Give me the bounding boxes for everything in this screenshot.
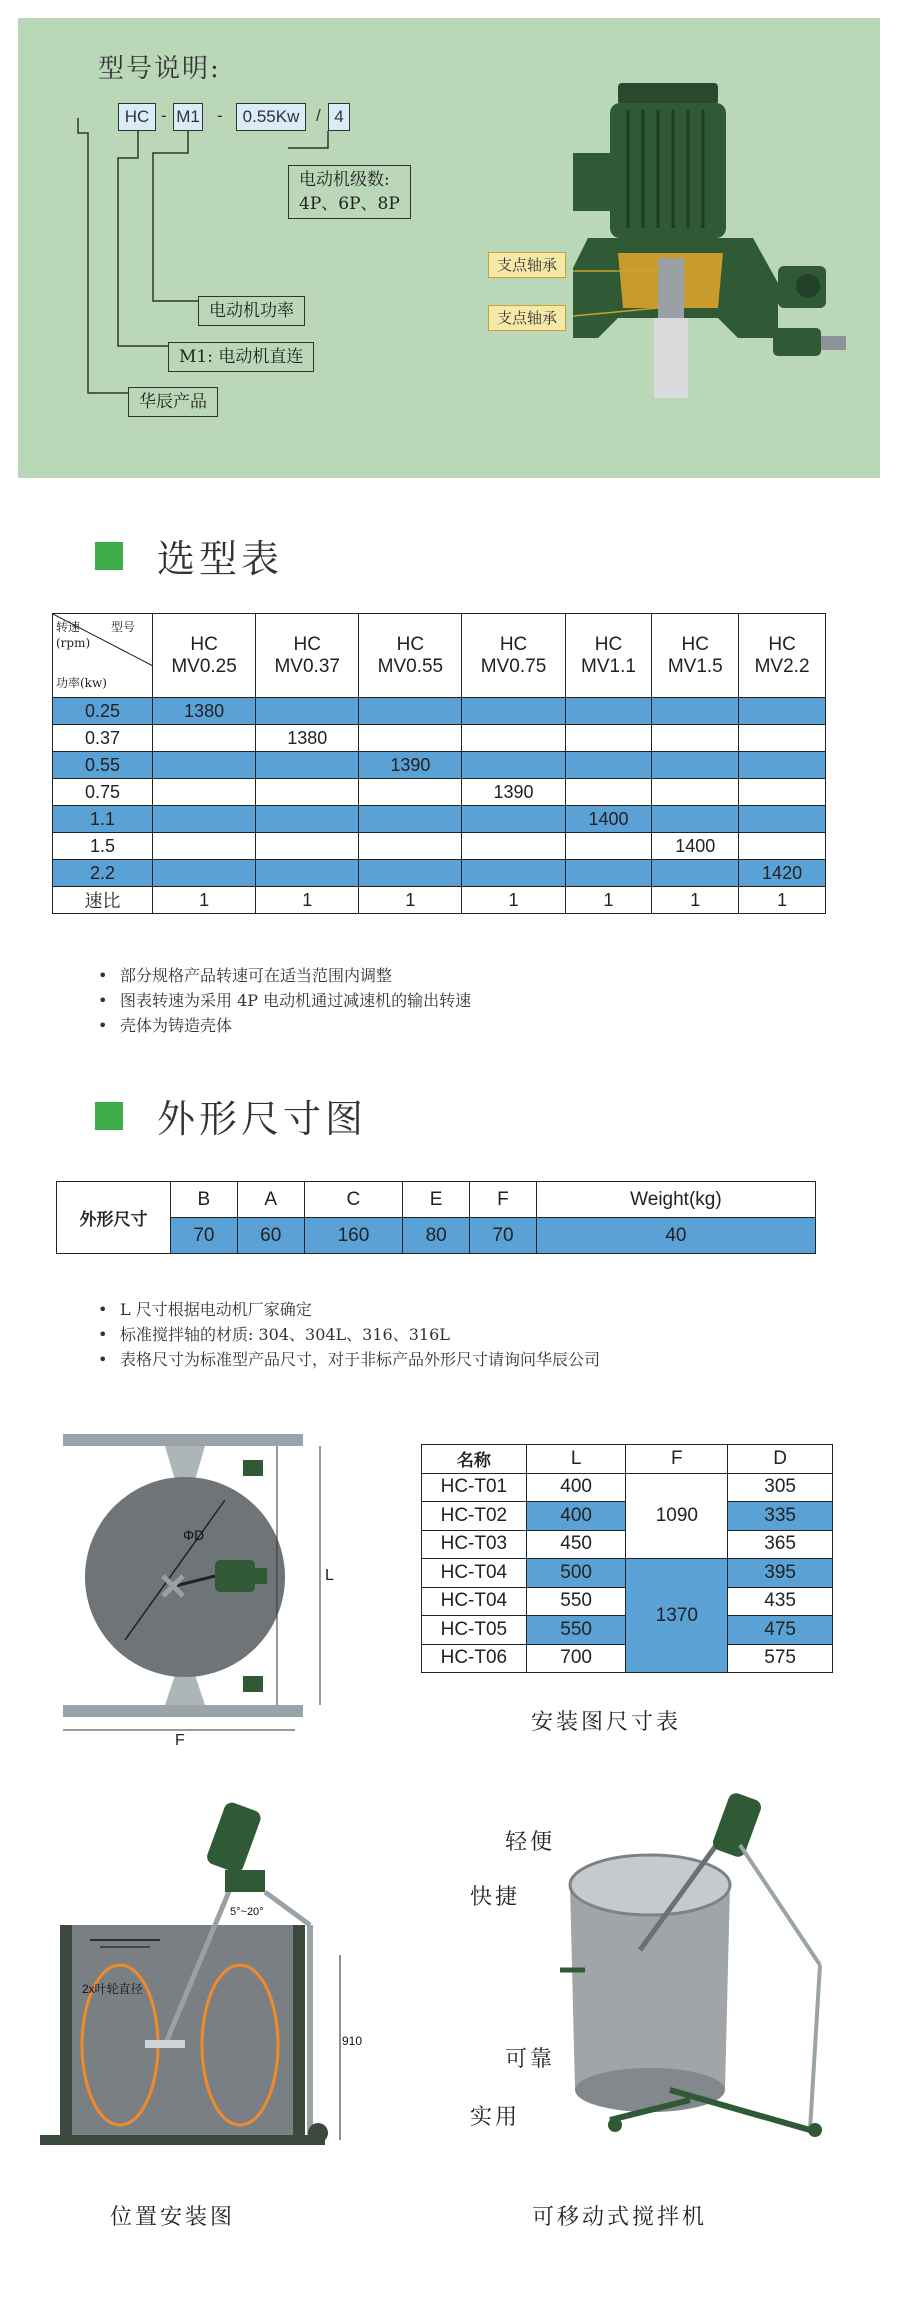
speed-cell bbox=[359, 698, 462, 725]
dimension-notes bbox=[98, 1297, 600, 1372]
column-header: D bbox=[728, 1445, 833, 1474]
model-code: MV0.37 bbox=[274, 655, 340, 677]
dimensions-heading-text: 外形尺寸图 bbox=[157, 1097, 368, 1141]
installation-table-caption: 安装图尺寸表 bbox=[531, 1710, 682, 1735]
dimension-value: 40 bbox=[536, 1218, 815, 1254]
model-column-header bbox=[739, 614, 826, 698]
l-cell: 500 bbox=[526, 1559, 626, 1588]
speed-cell bbox=[256, 833, 359, 860]
d-cell: 305 bbox=[728, 1473, 833, 1502]
dimension-header: F bbox=[470, 1182, 537, 1218]
power-cell: 1.5 bbox=[53, 833, 153, 860]
l-cell: 400 bbox=[526, 1473, 626, 1502]
column-header: 名称 bbox=[422, 1445, 527, 1474]
feature-fast: 快捷 bbox=[470, 1885, 521, 1910]
speed-cell bbox=[565, 752, 652, 779]
dimension-header: B bbox=[171, 1182, 238, 1218]
speed-cell bbox=[739, 779, 826, 806]
selection-table bbox=[52, 613, 826, 914]
model-column-header bbox=[565, 614, 652, 698]
ratio-cell: 1 bbox=[739, 887, 826, 914]
agitator-motor-illustration bbox=[573, 83, 846, 398]
f-cell: 1090 bbox=[626, 1473, 728, 1559]
feature-reliable: 可靠 bbox=[505, 2047, 556, 2072]
selection-heading-text: 选型表 bbox=[157, 537, 284, 581]
brand-label: 华辰产品 bbox=[128, 387, 218, 417]
dimension-value: 60 bbox=[237, 1218, 304, 1254]
power-cell: 0.75 bbox=[53, 779, 153, 806]
dimension-header: C bbox=[304, 1182, 403, 1218]
model-prefix: HC bbox=[499, 633, 528, 655]
l-cell: 550 bbox=[526, 1587, 626, 1616]
d-cell: 575 bbox=[728, 1644, 833, 1673]
table-row bbox=[53, 806, 826, 833]
speed-cell bbox=[652, 752, 739, 779]
speed-cell bbox=[256, 752, 359, 779]
l-dimension-label: L bbox=[325, 1567, 334, 1584]
note-item: • L 尺寸根据电动机厂家确定 bbox=[98, 1297, 600, 1322]
name-cell: HC-T06 bbox=[422, 1644, 527, 1673]
ratio-cell: 1 bbox=[153, 887, 256, 914]
selection-notes bbox=[98, 963, 471, 1038]
d-cell: 335 bbox=[728, 1502, 833, 1531]
dimension-value: 160 bbox=[304, 1218, 403, 1254]
speed-cell bbox=[462, 806, 565, 833]
mobile-caption: 可移动式搅拌机 bbox=[532, 2205, 708, 2230]
dimension-header: E bbox=[403, 1182, 470, 1218]
speed-cell bbox=[153, 806, 256, 833]
speed-cell bbox=[652, 725, 739, 752]
power-cell: 2.2 bbox=[53, 860, 153, 887]
model-prefix: HC bbox=[293, 633, 321, 655]
model-prefix: HC bbox=[681, 633, 709, 655]
speed-cell bbox=[256, 698, 359, 725]
heading-square-icon bbox=[95, 542, 123, 570]
speed-cell bbox=[652, 806, 739, 833]
ratio-label-cell: 速比 bbox=[53, 887, 153, 914]
speed-cell bbox=[359, 779, 462, 806]
name-cell: HC-T03 bbox=[422, 1530, 527, 1559]
bearing-tag: 支点轴承 bbox=[488, 252, 566, 278]
d-cell: 395 bbox=[728, 1559, 833, 1588]
note-item: • 部分规格产品转速可在适当范围内调整 bbox=[98, 963, 471, 988]
table-row bbox=[53, 752, 826, 779]
l-cell: 550 bbox=[526, 1616, 626, 1645]
model-column-header bbox=[359, 614, 462, 698]
model-column-header bbox=[462, 614, 565, 698]
name-cell: HC-T04 bbox=[422, 1587, 527, 1616]
speed-cell bbox=[359, 725, 462, 752]
height-label: 910 bbox=[342, 2034, 363, 2048]
model-code: MV0.25 bbox=[171, 655, 237, 677]
dimensions-table bbox=[56, 1181, 816, 1254]
dimension-value-row bbox=[57, 1218, 816, 1254]
dimensions-heading bbox=[95, 1088, 367, 1143]
d-cell: 435 bbox=[728, 1587, 833, 1616]
table-row bbox=[53, 887, 826, 914]
power-cell: 0.55 bbox=[53, 752, 153, 779]
model-code: MV2.2 bbox=[754, 655, 810, 677]
code-part-m1: M1 bbox=[173, 103, 203, 131]
speed-cell bbox=[462, 860, 565, 887]
model-column-header bbox=[652, 614, 739, 698]
table-row bbox=[53, 698, 826, 725]
feature-light: 轻便 bbox=[505, 1830, 556, 1855]
model-column-header bbox=[153, 614, 256, 698]
column-header: F bbox=[626, 1445, 728, 1474]
selection-heading bbox=[95, 528, 283, 583]
table-row bbox=[53, 860, 826, 887]
speed-cell bbox=[565, 779, 652, 806]
poles-label-title: 电动机级数: bbox=[299, 170, 390, 190]
speed-cell: 1400 bbox=[565, 806, 652, 833]
column-header: L bbox=[526, 1445, 626, 1474]
speed-cell bbox=[739, 725, 826, 752]
speed-cell bbox=[359, 860, 462, 887]
speed-cell bbox=[565, 725, 652, 752]
ratio-cell: 1 bbox=[565, 887, 652, 914]
speed-cell bbox=[565, 860, 652, 887]
model-column-header bbox=[256, 614, 359, 698]
speed-cell bbox=[652, 860, 739, 887]
ratio-cell: 1 bbox=[359, 887, 462, 914]
model-code: MV1.5 bbox=[667, 655, 723, 677]
poles-label bbox=[288, 165, 411, 219]
feature-practical: 实用 bbox=[470, 2105, 521, 2130]
speed-cell bbox=[462, 833, 565, 860]
dimension-value: 70 bbox=[171, 1218, 238, 1254]
dimension-row-label: 外形尺寸 bbox=[57, 1182, 171, 1254]
speed-cell bbox=[565, 833, 652, 860]
speed-cell bbox=[256, 779, 359, 806]
speed-cell bbox=[652, 698, 739, 725]
dimension-value: 70 bbox=[470, 1218, 537, 1254]
code-separator: - bbox=[161, 106, 167, 125]
code-separator: - bbox=[217, 106, 223, 125]
speed-cell bbox=[153, 860, 256, 887]
corner-rpm: (rpm) bbox=[56, 636, 91, 650]
note-item: • 图表转速为采用 4P 电动机通过减速机的输出转速 bbox=[98, 988, 471, 1013]
l-cell: 400 bbox=[526, 1502, 626, 1531]
direct-label: M1: 电动机直连 bbox=[168, 342, 314, 372]
name-cell: HC-T04 bbox=[422, 1559, 527, 1588]
speed-cell bbox=[359, 806, 462, 833]
speed-cell bbox=[153, 833, 256, 860]
power-label: 电动机功率 bbox=[198, 296, 305, 326]
bearing-tag: 支点轴承 bbox=[488, 305, 566, 331]
f-cell: 1370 bbox=[626, 1559, 728, 1673]
installation-size-table bbox=[421, 1444, 833, 1673]
power-cell: 0.25 bbox=[53, 698, 153, 725]
table-row bbox=[53, 833, 826, 860]
note-item: • 表格尺寸为标准型产品尺寸，对于非标产品外形尺寸请询问华辰公司 bbox=[98, 1347, 600, 1372]
power-cell: 1.1 bbox=[53, 806, 153, 833]
speed-cell: 1380 bbox=[256, 725, 359, 752]
speed-cell bbox=[462, 752, 565, 779]
model-prefix: HC bbox=[190, 633, 218, 655]
speed-cell: 1420 bbox=[739, 860, 826, 887]
code-part-poles: 4 bbox=[328, 103, 350, 131]
angle-label: 5°~20° bbox=[230, 1906, 264, 1918]
model-prefix: HC bbox=[396, 633, 425, 655]
power-cell: 0.37 bbox=[53, 725, 153, 752]
table-header-row bbox=[422, 1445, 833, 1474]
model-code: MV1.1 bbox=[581, 655, 636, 677]
d-cell: 475 bbox=[728, 1616, 833, 1645]
corner-model: 型号 bbox=[111, 620, 136, 634]
speed-cell bbox=[153, 725, 256, 752]
speed-cell bbox=[256, 860, 359, 887]
speed-cell bbox=[739, 806, 826, 833]
installation-top-view-diagram bbox=[55, 1420, 355, 1750]
speed-cell bbox=[153, 779, 256, 806]
dimension-header: Weight(kg) bbox=[536, 1182, 815, 1218]
speed-cell bbox=[359, 833, 462, 860]
model-code: MV0.55 bbox=[377, 655, 444, 677]
speed-cell: 1390 bbox=[462, 779, 565, 806]
speed-cell bbox=[256, 806, 359, 833]
model-code: MV0.75 bbox=[480, 655, 547, 677]
ratio-cell: 1 bbox=[462, 887, 565, 914]
note-item: • 标准搅拌轴的材质: 304、304L、316、316L bbox=[98, 1322, 600, 1347]
model-prefix: HC bbox=[594, 633, 623, 655]
corner-power: 功率(kw) bbox=[56, 676, 107, 690]
dimension-value: 80 bbox=[403, 1218, 470, 1254]
name-cell: HC-T05 bbox=[422, 1616, 527, 1645]
speed-cell: 1380 bbox=[153, 698, 256, 725]
note-item: • 壳体为铸造壳体 bbox=[98, 1013, 471, 1038]
model-prefix: HC bbox=[768, 633, 796, 655]
position-caption: 位置安装图 bbox=[110, 2205, 236, 2230]
poles-label-values: 4P、6P、8P bbox=[299, 194, 400, 214]
speed-cell bbox=[739, 752, 826, 779]
diameter-label: ΦD bbox=[183, 1527, 205, 1543]
speed-cell bbox=[153, 752, 256, 779]
name-cell: HC-T02 bbox=[422, 1502, 527, 1531]
speed-cell bbox=[565, 698, 652, 725]
speed-cell bbox=[462, 725, 565, 752]
selection-corner-cell bbox=[53, 614, 153, 698]
speed-cell bbox=[462, 698, 565, 725]
heading-square-icon bbox=[95, 1102, 123, 1130]
table-row bbox=[422, 1559, 833, 1588]
f-dimension-label: F bbox=[175, 1732, 185, 1749]
depth-label: 2x叶轮直径 bbox=[82, 1982, 143, 1996]
speed-cell bbox=[652, 779, 739, 806]
d-cell: 365 bbox=[728, 1530, 833, 1559]
model-explanation-title: 型号说明: bbox=[98, 54, 221, 84]
dimension-header-row bbox=[57, 1182, 816, 1218]
table-row bbox=[53, 725, 826, 752]
speed-cell: 1390 bbox=[359, 752, 462, 779]
code-part-hc: HC bbox=[118, 103, 156, 131]
ratio-cell: 1 bbox=[652, 887, 739, 914]
position-installation-diagram bbox=[40, 1775, 370, 2175]
model-explanation-panel bbox=[18, 18, 880, 478]
mobile-agitator-illustration bbox=[520, 1790, 850, 2170]
l-cell: 450 bbox=[526, 1530, 626, 1559]
speed-cell bbox=[739, 698, 826, 725]
table-row bbox=[53, 779, 826, 806]
speed-cell bbox=[739, 833, 826, 860]
dimension-header: A bbox=[237, 1182, 304, 1218]
name-cell: HC-T01 bbox=[422, 1473, 527, 1502]
code-separator: / bbox=[316, 106, 321, 125]
speed-cell: 1400 bbox=[652, 833, 739, 860]
code-part-power: 0.55Kw bbox=[236, 103, 306, 131]
ratio-cell: 1 bbox=[256, 887, 359, 914]
corner-speed: 转速 bbox=[56, 620, 81, 634]
l-cell: 700 bbox=[526, 1644, 626, 1673]
table-row bbox=[422, 1473, 833, 1502]
